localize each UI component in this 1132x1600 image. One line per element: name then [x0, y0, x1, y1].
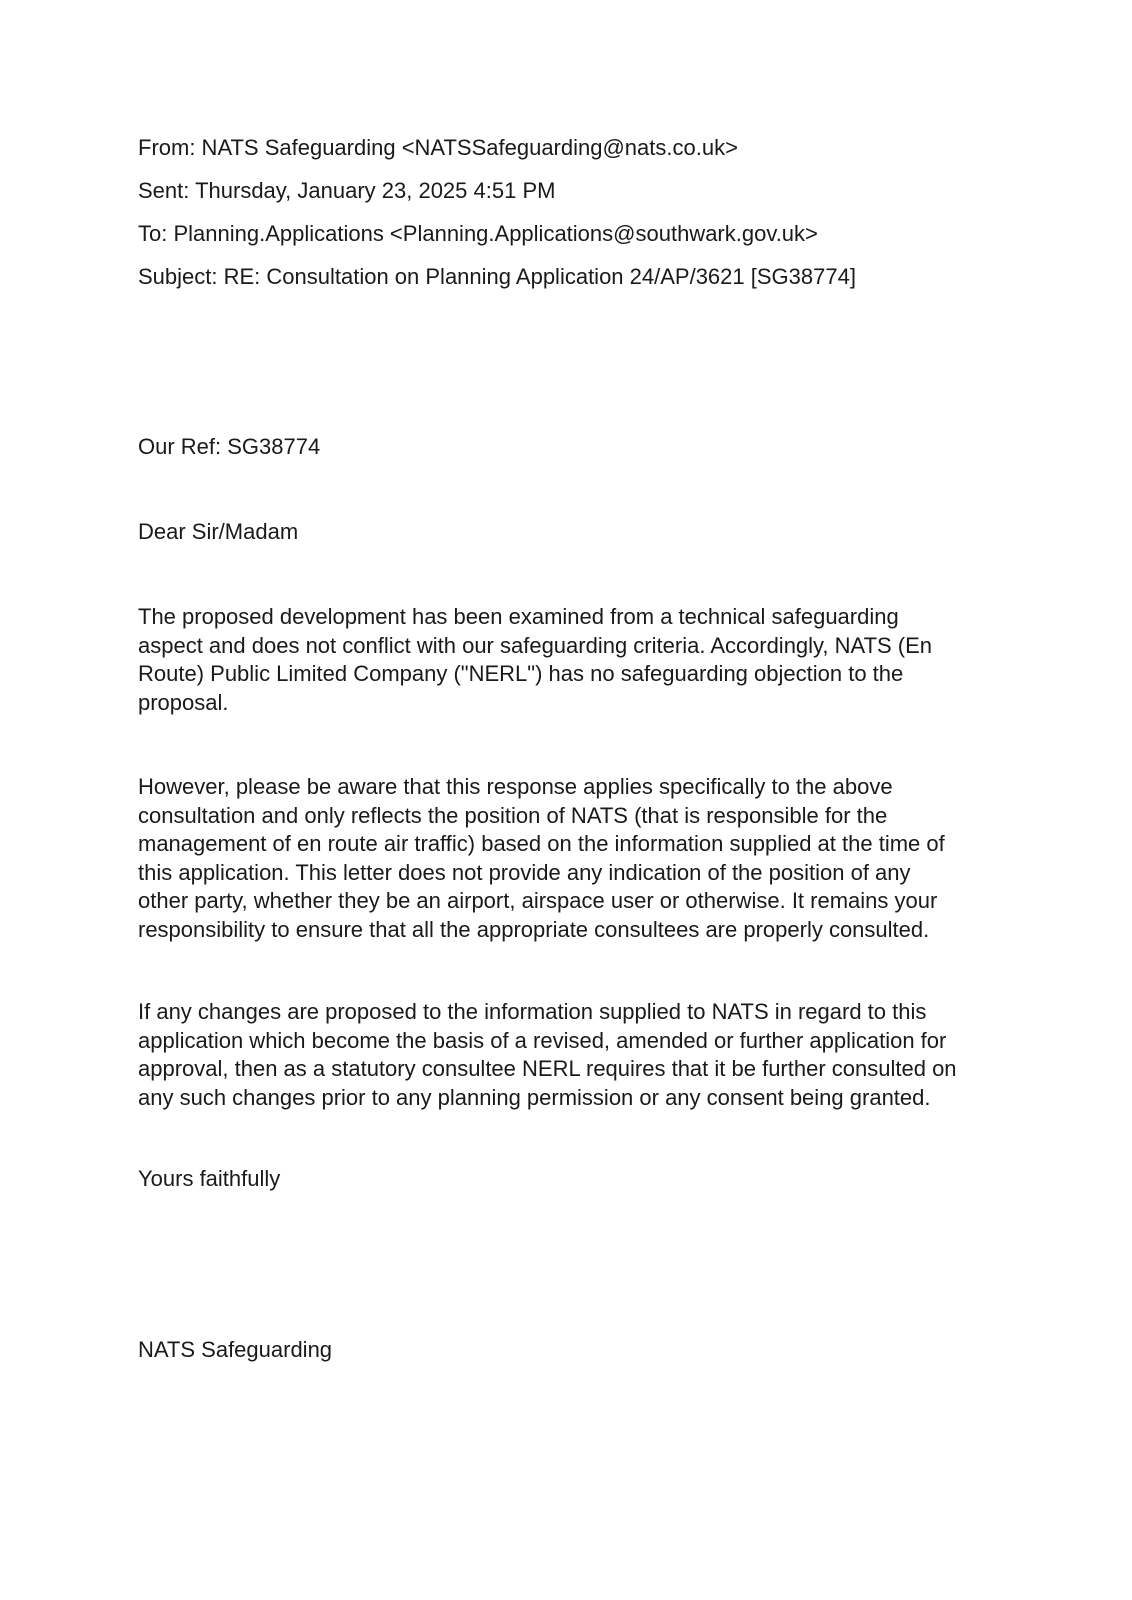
- paragraph-line: However, please be aware that this response applies specifically to the above: [138, 774, 893, 799]
- email-subject-line: Subject: RE: Consultation on Planning Application 24/AP/3621 [SG38774]: [138, 264, 856, 289]
- signature: NATS Safeguarding: [138, 1337, 333, 1362]
- email-sent-line: Sent: Thursday, January 23, 2025 4:51 PM: [138, 178, 556, 203]
- paragraph-changes-notice: [138, 998, 1008, 1112]
- paragraph-line: management of en route air traffic) based on the information supplied at the time of: [138, 831, 945, 856]
- paragraph-line: this application. This letter does not provide any indication of the position of any: [138, 859, 911, 885]
- paragraph-line: The proposed development has been examined from a technical safeguarding: [138, 604, 899, 629]
- paragraph-line: approval, then as a statutory consultee NERL requires that it be further consulted on: [138, 1056, 957, 1081]
- paragraph-line: consultation and only reflects the position of NATS (that is responsible for the: [138, 802, 888, 828]
- paragraph-no-objection: [138, 603, 1008, 717]
- paragraph-line: aspect and does not conflict with our safeguarding criteria. Accordingly, NATS (En: [138, 632, 933, 658]
- paragraph-line: responsibility to ensure that all the appropriate consultees are properly consulted.: [138, 916, 930, 942]
- paragraph-line: any such changes prior to any planning permission or any consent being granted.: [138, 1084, 931, 1110]
- email-from-line: From: NATS Safeguarding <NATSSafeguarding@nats.co.uk>: [138, 135, 738, 160]
- closing: Yours faithfully: [138, 1166, 281, 1191]
- paragraph-line: other party, whether they be an airport, airspace user or otherwise. It remains your: [138, 888, 938, 913]
- paragraph-line: application which become the basis of a revised, amended or further application for: [138, 1027, 947, 1053]
- paragraph-line: proposal.: [138, 689, 229, 715]
- our-reference: Our Ref: SG38774: [138, 434, 321, 459]
- paragraph-line: If any changes are proposed to the information supplied to NATS in regard to this: [138, 999, 927, 1024]
- salutation: Dear Sir/Madam: [138, 519, 299, 544]
- paragraph-line: Route) Public Limited Company ("NERL") has no safeguarding objection to the: [138, 661, 904, 686]
- email-to-line: To: Planning.Applications <Planning.Applications@southwark.gov.uk>: [138, 221, 818, 246]
- paragraph-scope-disclaimer: [138, 773, 1008, 944]
